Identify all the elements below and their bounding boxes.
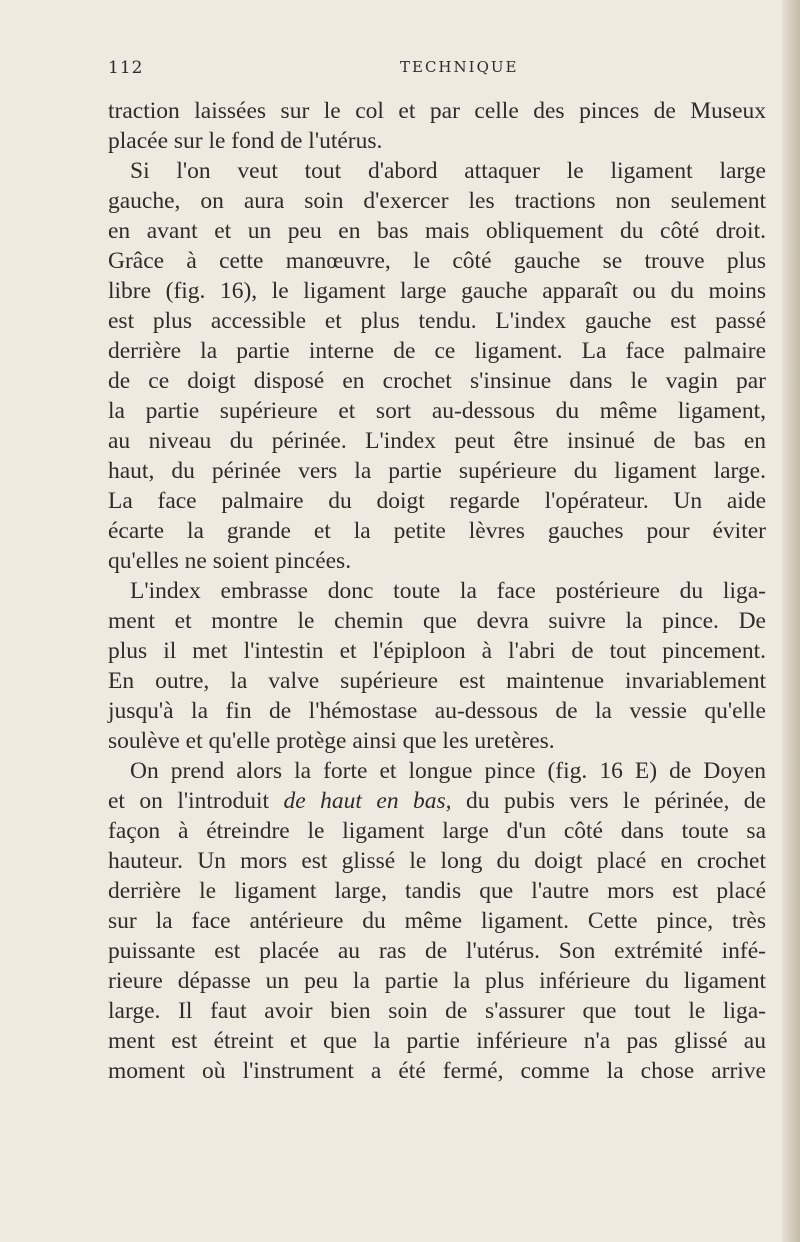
text-line: En outre, la valve supérieure est maintenue invariablement	[108, 668, 766, 694]
text-line: façon à étreindre le ligament large d'un côté dans toute sa	[108, 818, 766, 844]
text-line: libre (fig. 16), le ligament large gauche apparaît ou du moins	[108, 278, 766, 304]
text-line: de ce doigt disposé en crochet s'insinue dans le vagin par	[108, 368, 766, 394]
text-line: rieure dépasse un peu la partie la plus inférieure du ligament	[108, 968, 766, 994]
text-line: moment où l'instrument a été fermé, comme la chose arrive	[108, 1058, 766, 1084]
text-line: haut, du périnée vers la partie supérieure du ligament large.	[108, 458, 766, 484]
text-line: large. Il faut avoir bien soin de s'assurer que tout le liga-	[108, 998, 766, 1024]
text-line: placée sur le fond de l'utérus.	[108, 128, 383, 154]
text-line: hauteur. Un mors est glissé le long du doigt placé en crochet	[108, 848, 766, 874]
text-line: derrière la partie interne de ce ligament. La face palmaire	[108, 338, 766, 364]
page-number: 112	[108, 58, 144, 78]
text-line: ment et montre le chemin que devra suivre la pince. De	[108, 608, 766, 634]
running-head	[108, 58, 708, 84]
text-line: écarte la grande et la petite lèvres gauches pour éviter	[108, 518, 766, 544]
text-line: au niveau du périnée. L'index peut être insinué de bas en	[108, 428, 766, 454]
text-segment: du pubis vers le périnée, de	[466, 788, 766, 814]
running-title: TECHNIQUE	[400, 58, 519, 76]
text-line	[108, 786, 766, 816]
text-line: plus il met l'intestin et l'épiploon à l'abri de tout pincement.	[108, 638, 766, 664]
text-line: la partie supérieure et sort au-dessous du même ligament,	[108, 398, 766, 424]
text-line: puissante est placée au ras de l'utérus. Son extrémité infé-	[108, 938, 766, 964]
text-line: est plus accessible et plus tendu. L'index gauche est passé	[108, 308, 766, 334]
text-line: ment est étreint et que la partie inférieure n'a pas glissé au	[108, 1028, 766, 1054]
text-line: jusqu'à la fin de l'hémostase au-dessous de la vessie qu'elle	[108, 698, 766, 724]
text-line: qu'elles ne soient pincées.	[108, 548, 352, 574]
text-line: L'index embrasse donc toute la face postérieure du liga-	[130, 578, 766, 604]
text-line: On prend alors la forte et longue pince (fig. 16 E) de Doyen	[130, 758, 766, 784]
text-line: traction laissées sur le col et par celle des pinces de Museux	[108, 98, 766, 124]
text-segment: et on l'introduit	[108, 788, 270, 814]
text-line: gauche, on aura soin d'exercer les tractions non seulement	[108, 188, 766, 214]
text-line: sur la face antérieure du même ligament. Cette pince, très	[108, 908, 766, 934]
body-text	[108, 96, 766, 1086]
text-line: Si l'on veut tout d'abord attaquer le ligament large	[130, 158, 766, 184]
text-line: Grâce à cette manœuvre, le côté gauche se trouve plus	[108, 248, 766, 274]
italic-phrase: de haut en bas,	[283, 788, 452, 814]
text-line: en avant et un peu en bas mais obliquement du côté droit.	[108, 218, 766, 244]
text-line: La face palmaire du doigt regarde l'opérateur. Un aide	[108, 488, 766, 514]
text-line: soulève et qu'elle protège ainsi que les uretères.	[108, 728, 555, 754]
page-edge	[782, 0, 800, 1242]
text-line: derrière le ligament large, tandis que l'autre mors est placé	[108, 878, 766, 904]
